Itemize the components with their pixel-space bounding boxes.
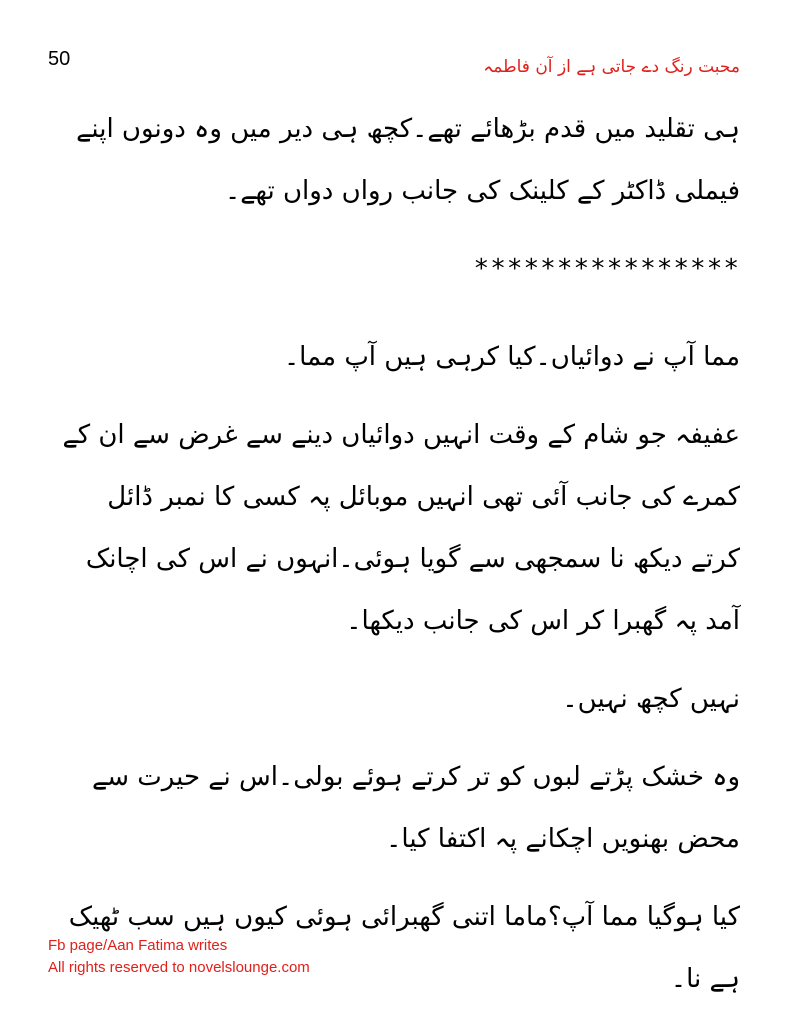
footer-rights: All rights reserved to novelslounge.com xyxy=(48,959,310,976)
footer-credits xyxy=(48,935,310,979)
paragraph-medicines: مما آپ نے دوائیاں۔کیا کرہی ہیں آپ مما۔ xyxy=(283,342,740,372)
paragraph-dry-lips: وہ خشک پڑتے لبوں کو تر کرتے ہوئے بولی۔اس نے حیرت سے محض بھنویں اچکانے پہ اکتفا کیا۔ xyxy=(92,762,740,854)
paragraph-what-happened: کیا ہوگیا مما آپ؟ماما اتنی گھبرائی ہوئی کیوں ہیں سب ٹھیک ہے نا۔ xyxy=(68,902,740,994)
running-header-title: محبت رنگ دے جاتی ہے از آن فاطمہ xyxy=(483,57,740,77)
paragraph-nothing: نہیں کچھ نہیں۔ xyxy=(562,684,740,714)
footer-fb-page: Fb page/Aan Fatima writes xyxy=(48,937,228,954)
paragraph-clinic: ہی تقلید میں قدم بڑھائے تھے۔کچھ ہی دیر میں وہ دونوں اپنے فیملی ڈاکٹر کے کلینک کی جانب رواں دواں تھے۔ xyxy=(76,114,740,206)
page-number: 50 xyxy=(48,48,71,70)
scene-separator: **************** xyxy=(473,254,740,284)
paragraph-afifa: عفیفہ جو شام کے وقت انہیں دوائیاں دینے سے غرض سے ان کے کمرے کی جانب آئی تھی انہیں موبائل پہ کسی کا نمبر ڈائل کرتے دیکھ نا سمجھی سے گویا ہوئی۔انہوں نے اس کی اچانک آمد پہ گھبرا کر اس کی جانب دیکھا۔ xyxy=(62,420,740,636)
page-body xyxy=(62,98,740,1026)
